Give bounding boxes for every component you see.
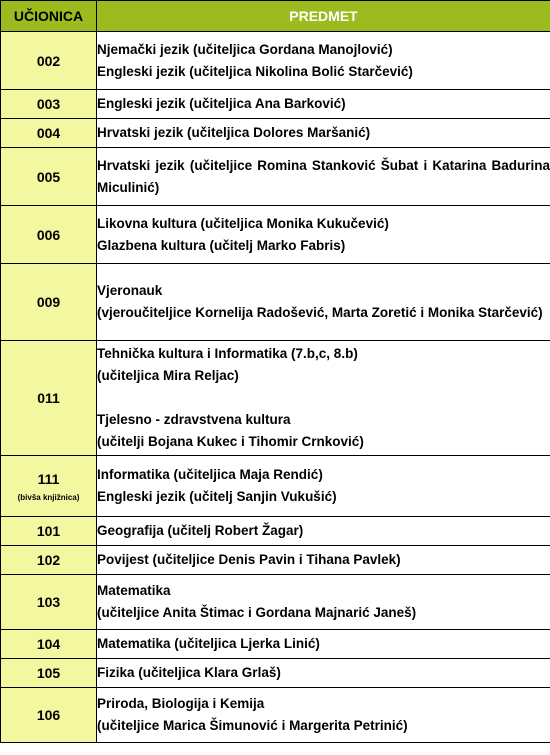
header-row <box>1 1 550 32</box>
subject-line: (učiteljice Anita Štimac i Gordana Majnarić Janeš) <box>97 605 417 620</box>
room-cell <box>1 264 97 341</box>
subject-line: (vjeroučiteljice Kornelija Radošević, Marta Zoretić i Monika Starčević) <box>97 305 543 320</box>
subject-cell <box>97 341 550 456</box>
room-cell <box>1 32 97 90</box>
table-row <box>1 341 550 456</box>
room-note: (bivša knjižnica) <box>17 492 80 502</box>
room-cell <box>1 90 97 119</box>
subject-cell <box>97 148 550 206</box>
room-cell <box>1 575 97 630</box>
subject-cell <box>97 546 550 575</box>
subject-line: Njemački jezik (učiteljica Gordana Manojlović) <box>97 41 393 57</box>
subject-cell <box>97 32 550 90</box>
room-number: 004 <box>36 125 61 141</box>
header-subject: PREDMET <box>97 1 550 32</box>
subject-cell <box>97 119 550 148</box>
table-row <box>1 688 550 743</box>
subject-line: Likovna kultura (učiteljica Monika Kukučević) <box>97 215 389 231</box>
subject-line: Hrvatski jezik (učiteljice Romina Stanković Šubat i Katarina Badurina Miculinić) <box>97 157 550 195</box>
subject-line: Matematika <box>97 583 171 598</box>
table-row <box>1 456 550 517</box>
table-row <box>1 119 550 148</box>
table-row <box>1 575 550 630</box>
room-cell <box>1 688 97 743</box>
subject-cell <box>97 206 550 264</box>
subject-cell <box>97 264 550 341</box>
subject-line: (učitelji Bojana Kukec i Tihomir Crnković) <box>97 434 364 449</box>
room-number: 003 <box>36 96 61 112</box>
line-gap <box>97 387 550 409</box>
table-row <box>1 264 550 341</box>
room-number: 009 <box>36 294 61 310</box>
subject-cell <box>97 456 550 517</box>
subject-line: Priroda, Biologija i Kemija <box>97 696 265 711</box>
subject-line: Tehnička kultura i Informatika (7.b,c, 8.b) <box>97 346 358 361</box>
room-number: 101 <box>36 523 61 539</box>
room-number: 005 <box>36 168 61 185</box>
table-row <box>1 90 550 119</box>
room-cell <box>1 456 97 517</box>
room-number: 106 <box>36 707 61 723</box>
subject-line: Glazbena kultura (učitelj Marko Fabris) <box>97 237 346 253</box>
subject-line: Informatika (učiteljica Maja Rendić) <box>97 467 323 482</box>
room-cell <box>1 517 97 546</box>
room-cell <box>1 546 97 575</box>
room-number: 111 <box>37 470 60 487</box>
table-row <box>1 517 550 546</box>
subject-line: (učiteljica Mira Reljac) <box>97 368 239 383</box>
subject-line: Vjeronauk <box>97 283 163 298</box>
subject-line: Hrvatski jezik (učiteljica Dolores Maršanić) <box>97 125 371 140</box>
room-number: 102 <box>36 552 61 568</box>
room-cell <box>1 148 97 206</box>
header-room: UČIONICA <box>1 1 97 32</box>
subject-line: Engleski jezik (učiteljica Ana Barković) <box>97 96 346 111</box>
subject-cell <box>97 517 550 546</box>
room-number: 011 <box>37 390 60 406</box>
table-row <box>1 148 550 206</box>
subject-line: Engleski jezik (učitelj Sanjin Vukušić) <box>97 489 337 504</box>
subject-cell <box>97 575 550 630</box>
subject-line: (učiteljice Marica Šimunović i Margerita Petrinić) <box>97 718 408 733</box>
room-number: 006 <box>36 226 61 243</box>
subject-line: Engleski jezik (učiteljica Nikolina Bolić Starčević) <box>97 63 413 79</box>
subject-cell <box>97 659 550 688</box>
room-cell <box>1 119 97 148</box>
table-row <box>1 206 550 264</box>
subject-cell <box>97 90 550 119</box>
subject-line: Fizika (učiteljica Klara Grlaš) <box>97 665 281 680</box>
subject-cell <box>97 630 550 659</box>
table-row <box>1 546 550 575</box>
room-number: 105 <box>36 665 61 681</box>
subject-line: Povijest (učiteljice Denis Pavin i Tihana Pavlek) <box>97 552 401 567</box>
subject-line: Tjelesno - zdravstvena kultura <box>97 412 291 427</box>
room-cell <box>1 206 97 264</box>
subject-cell <box>97 688 550 743</box>
room-cell <box>1 659 97 688</box>
subject-line: Geografija (učitelj Robert Žagar) <box>97 523 304 538</box>
room-number: 002 <box>36 52 61 69</box>
table-row <box>1 32 550 90</box>
room-cell <box>1 630 97 659</box>
subject-line: Matematika (učiteljica Ljerka Linić) <box>97 636 320 651</box>
table-body <box>1 32 550 743</box>
room-cell <box>1 341 97 456</box>
table-row <box>1 659 550 688</box>
table-row <box>1 630 550 659</box>
room-number: 104 <box>36 636 61 652</box>
room-number: 103 <box>36 594 61 610</box>
